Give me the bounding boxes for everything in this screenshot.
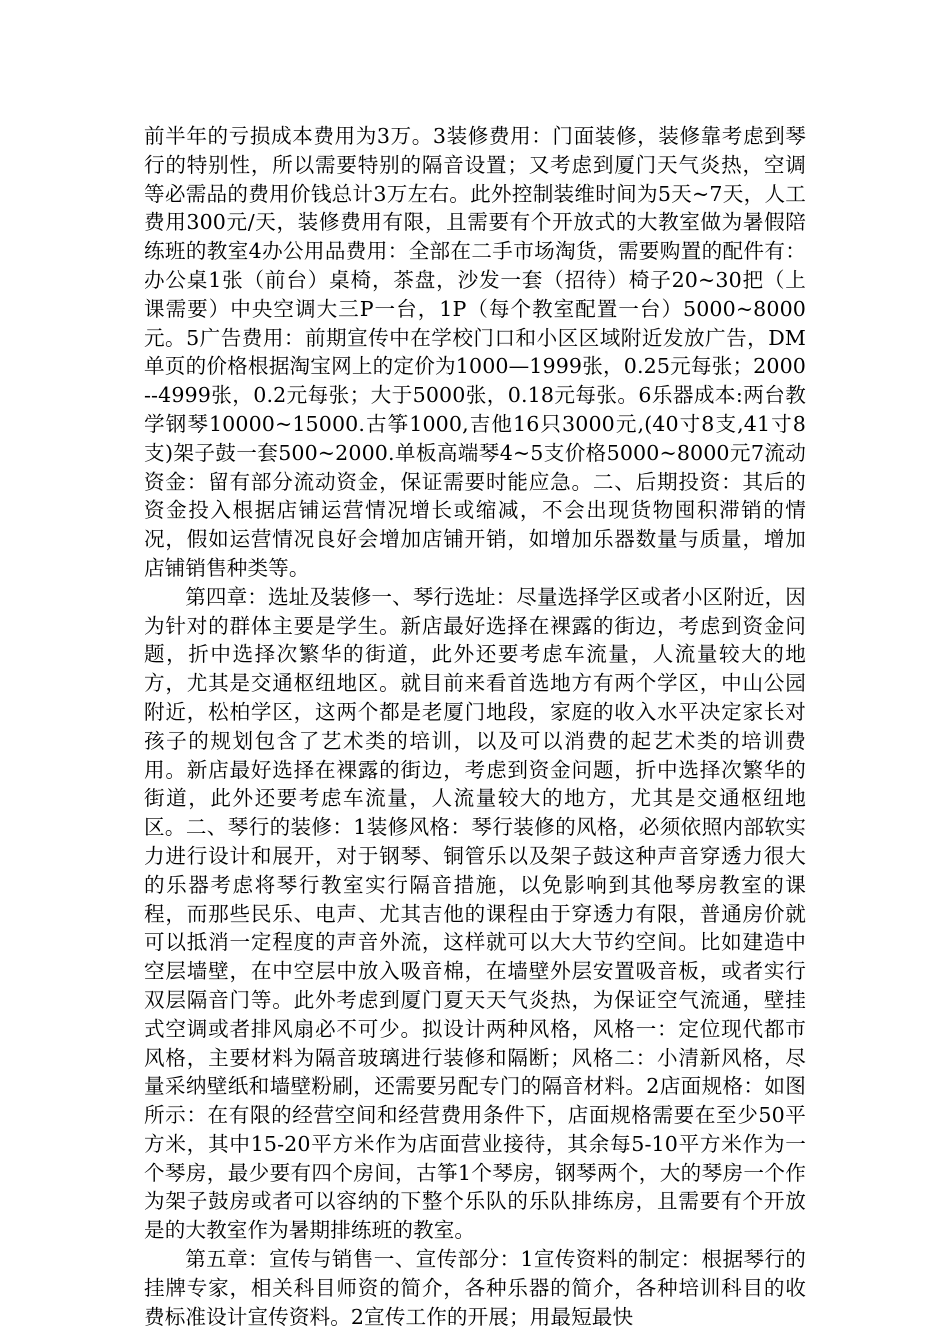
paragraph-chapter-five-promotion: 第五章：宣传与销售一、宣传部分：1宣传资料的制定：根据琴行的挂牌专家，相关科目师资的简介，各种乐器的简介，各种培训科目的收费标准设计宣传资料。2宣传工作的开展；用最短最快 (144, 1247, 806, 1329)
paragraph-chapter-four-location: 第四章：选址及装修一、琴行选址：尽量选择学区或者小区附近，因为针对的群体主要是学生。新店最好选择在裸露的街边，考虑到资金问题，折中选择次繁华的街道，此外还要考虑车流量，人流量较大的地方，尤其是交通枢纽地区。就目前来看首选地方有两个学区，中山公园附近，松柏学区，这两个都是老厦门地段，家庭的收入水平决定家长对孩子的规划包含了艺术类的培训，以及可以消费的起艺术类的培训费用。新店最好选择在裸露的街边，考虑到资金问题，折中选择次繁华的街道，此外还要考虑车流量，人流量较大的地方，尤其是交通枢纽地区。二、琴行的装修：1装修风格：琴行装修的风格，必须依照内部软实力进行设计和展开，对于钢琴、铜管乐以及架子鼓这种声音穿透力很大的乐器考虑将琴行教室实行隔音措施，以免影响到其他琴房教室的课程，而那些民乐、电声、尤其吉他的课程由于穿透力有限，普通房价就可以抵消一定程度的声音外流，这样就可以大大节约空间。比如建造中空层墙壁，在中空层中放入吸音棉，在墙壁外层安置吸音板，或者实行双层隔音门等。此外考虑到厦门夏天天气炎热，为保证空气流通，壁挂式空调或者排风扇必不可少。拟设计两种风格，风格一：定位现代都市风格，主要材料为隔音玻璃进行装修和隔断；风格二：小清新风格，尽量采纳壁纸和墙壁粉刷，还需要另配专门的隔音材料。2店面规格：如图所示：在有限的经营空间和经营费用条件下，店面规格需要在至少50平方米，其中15-20平方米作为店面营业接待，其余每5-10平方米作为一个琴房，最少要有四个房间，古筝1个琴房，钢琴两个，大的琴房一个作为架子鼓房或者可以容纳的下整个乐队的乐队排练房，且需要有个开放是的大教室作为暑期排练班的教室。 (144, 584, 806, 1243)
document-page (144, 122, 806, 1331)
paragraph-investment: 前半年的亏损成本费用为3万。3装修费用：门面装修，装修靠考虑到琴行的特别性，所以需要特别的隔音设置；又考虑到厦门天气炎热，空调等必需品的费用价钱总计3万左右。此外控制装维时间为5天~7天，人工费用300元/天，装修费用有限，且需要有个开放式的大教室做为暑假陪练班的教室4办公用品费用：全部在二手市场淘货，需要购置的配件有：办公桌1张（前台）桌椅，茶盘，沙发一套（招待）椅子20~30把（上课需要）中央空调大三P一台，1P（每个教室配置一台）5000~8000元。5广告费用：前期宣传中在学校门口和小区区域附近发放广告，DM单页的价格根据淘宝网上的定价为1000—1999张，0.25元每张；2000--4999张，0.2元每张；大于5000张，0.18元每张。6乐器成本:两台教学钢琴10000~15000.古筝1000,吉他16只3000元,(40寸8支,41寸8支)架子鼓一套500~2000.单板高端琴4~5支价格5000~8000元7流动资金：留有部分流动资金，保证需要时能应急。二、后期投资：其后的资金投入根据店铺运营情况增长或缩减，不会出现货物囤积滞销的情况，假如运营情况良好会增加店铺开销，如增加乐器数量与质量，增加店铺销售种类等。 (144, 124, 806, 580)
